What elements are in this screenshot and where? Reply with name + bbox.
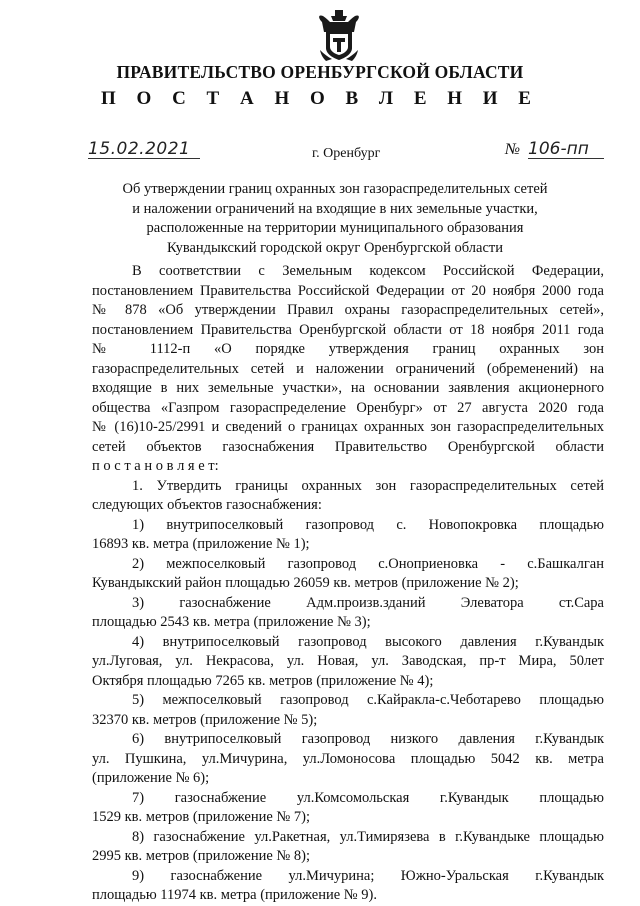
body-line: 16893 кв. метра (приложение № 1);	[92, 536, 310, 552]
list-item: 3) газоснабжение Адм.произв.зданий Элеватора ст.Сара	[132, 594, 604, 611]
document-number-label: №	[505, 141, 521, 158]
document-date: 15.02.2021	[88, 140, 200, 159]
body-line: постановлением Правительства Оренбургской области от 18 ноября 2011 года	[92, 321, 604, 338]
body-line-resolves: п о с т а н о в л я е т:	[92, 458, 219, 474]
list-item: 7) газоснабжение ул.Комсомольская г.Кувандык площадью	[132, 789, 604, 806]
body-line: сетей объектов газоснабжения Правительство Оренбургской области	[92, 438, 604, 455]
body-line: № 1112-п «О порядке утверждения границ охранных зон	[92, 341, 604, 357]
body-line: № 878 «Об утверждении Правил охраны газораспределительных сетей»,	[92, 302, 604, 318]
list-item: 2) межпоселковый газопровод с.Оноприеновка - с.Башкалган	[132, 555, 604, 572]
list-item: 6) внутрипоселковый газопровод низкого давления г.Кувандык	[132, 731, 604, 747]
body-line: Октября площадью 7265 кв. метров (приложение № 4);	[92, 672, 434, 689]
heading-line: Кувандыкский городской округ Оренбургской области	[167, 239, 503, 256]
body-line: входящие в них земельные участки», на основании заявления акционерного	[92, 380, 604, 396]
document-number: 106-пп	[528, 140, 604, 159]
body-line: 2995 кв. метров (приложение № 8);	[92, 848, 310, 864]
document-type: П О С Т А Н О В Л Е Н И Е	[101, 88, 539, 109]
body-line: (приложение № 6);	[92, 770, 210, 786]
body-line: № (16)10-25/2991 и сведений о границах охранных зон газораспределительных	[92, 419, 604, 435]
list-item: 5) межпоселковый газопровод с.Кайракла-с.Чеботарево площадью	[132, 692, 604, 708]
list-item: 4) внутрипоселковый газопровод высокого давления г.Кувандык	[132, 633, 604, 650]
document-city: г. Оренбург	[312, 146, 381, 161]
body-line: общества «Газпром газораспределение Оренбург» от 27 августа 2020 года	[92, 399, 604, 416]
body-line: площадью 2543 кв. метра (приложение № 3);	[92, 614, 371, 630]
body-line: следующих объектов газоснабжения:	[92, 497, 322, 513]
heading-line: расположенные на территории муниципального образования	[146, 220, 524, 236]
body-line: В соответствии с Земельным кодексом Российской Федерации,	[132, 263, 604, 279]
body-line: ул.Луговая, ул. Некрасова, ул. Новая, ул. Заводская, пр-т Мира, 50лет	[92, 653, 604, 669]
body-line: постановлением Правительства Российской Федерации от 20 ноября 2000 года	[92, 282, 604, 299]
body-line: 32370 кв. метров (приложение № 5);	[92, 711, 318, 728]
list-item: 9) газоснабжение ул.Мичурина; Южно-Уральская г.Кувандык	[132, 867, 604, 884]
orenburg-coat-of-arms-icon	[318, 10, 360, 62]
body-line: 1529 кв. метров (приложение № 7);	[92, 809, 310, 825]
document-heading	[80, 180, 590, 258]
list-item: 1) внутрипоселковый газопровод с. Новопокровка площадью	[132, 516, 604, 533]
body-line: газораспределительных сетей и наложении ограничений (обременений) на	[92, 360, 604, 377]
government-name: ПРАВИТЕЛЬСТВО ОРЕНБУРГСКОЙ ОБЛАСТИ	[116, 62, 524, 82]
heading-line: и наложении ограничений на входящие в них земельные участки,	[132, 200, 538, 217]
list-item: 8) газоснабжение ул.Ракетная, ул.Тимирязева в г.Кувандыке площадью	[132, 828, 604, 845]
body-line: площадью 11974 кв. метра (приложение № 9).	[92, 887, 377, 903]
document-body	[92, 262, 604, 906]
body-line: ул. Пушкина, ул.Мичурина, ул.Ломоносова площадью 5042 кв. метра	[92, 750, 604, 767]
body-line: 1. Утвердить границы охранных зон газораспределительных сетей	[132, 477, 604, 494]
body-line: Кувандыкский район площадью 26059 кв. метров (приложение № 2);	[92, 575, 519, 591]
heading-line: Об утверждении границ охранных зон газораспределительных сетей	[122, 181, 548, 197]
